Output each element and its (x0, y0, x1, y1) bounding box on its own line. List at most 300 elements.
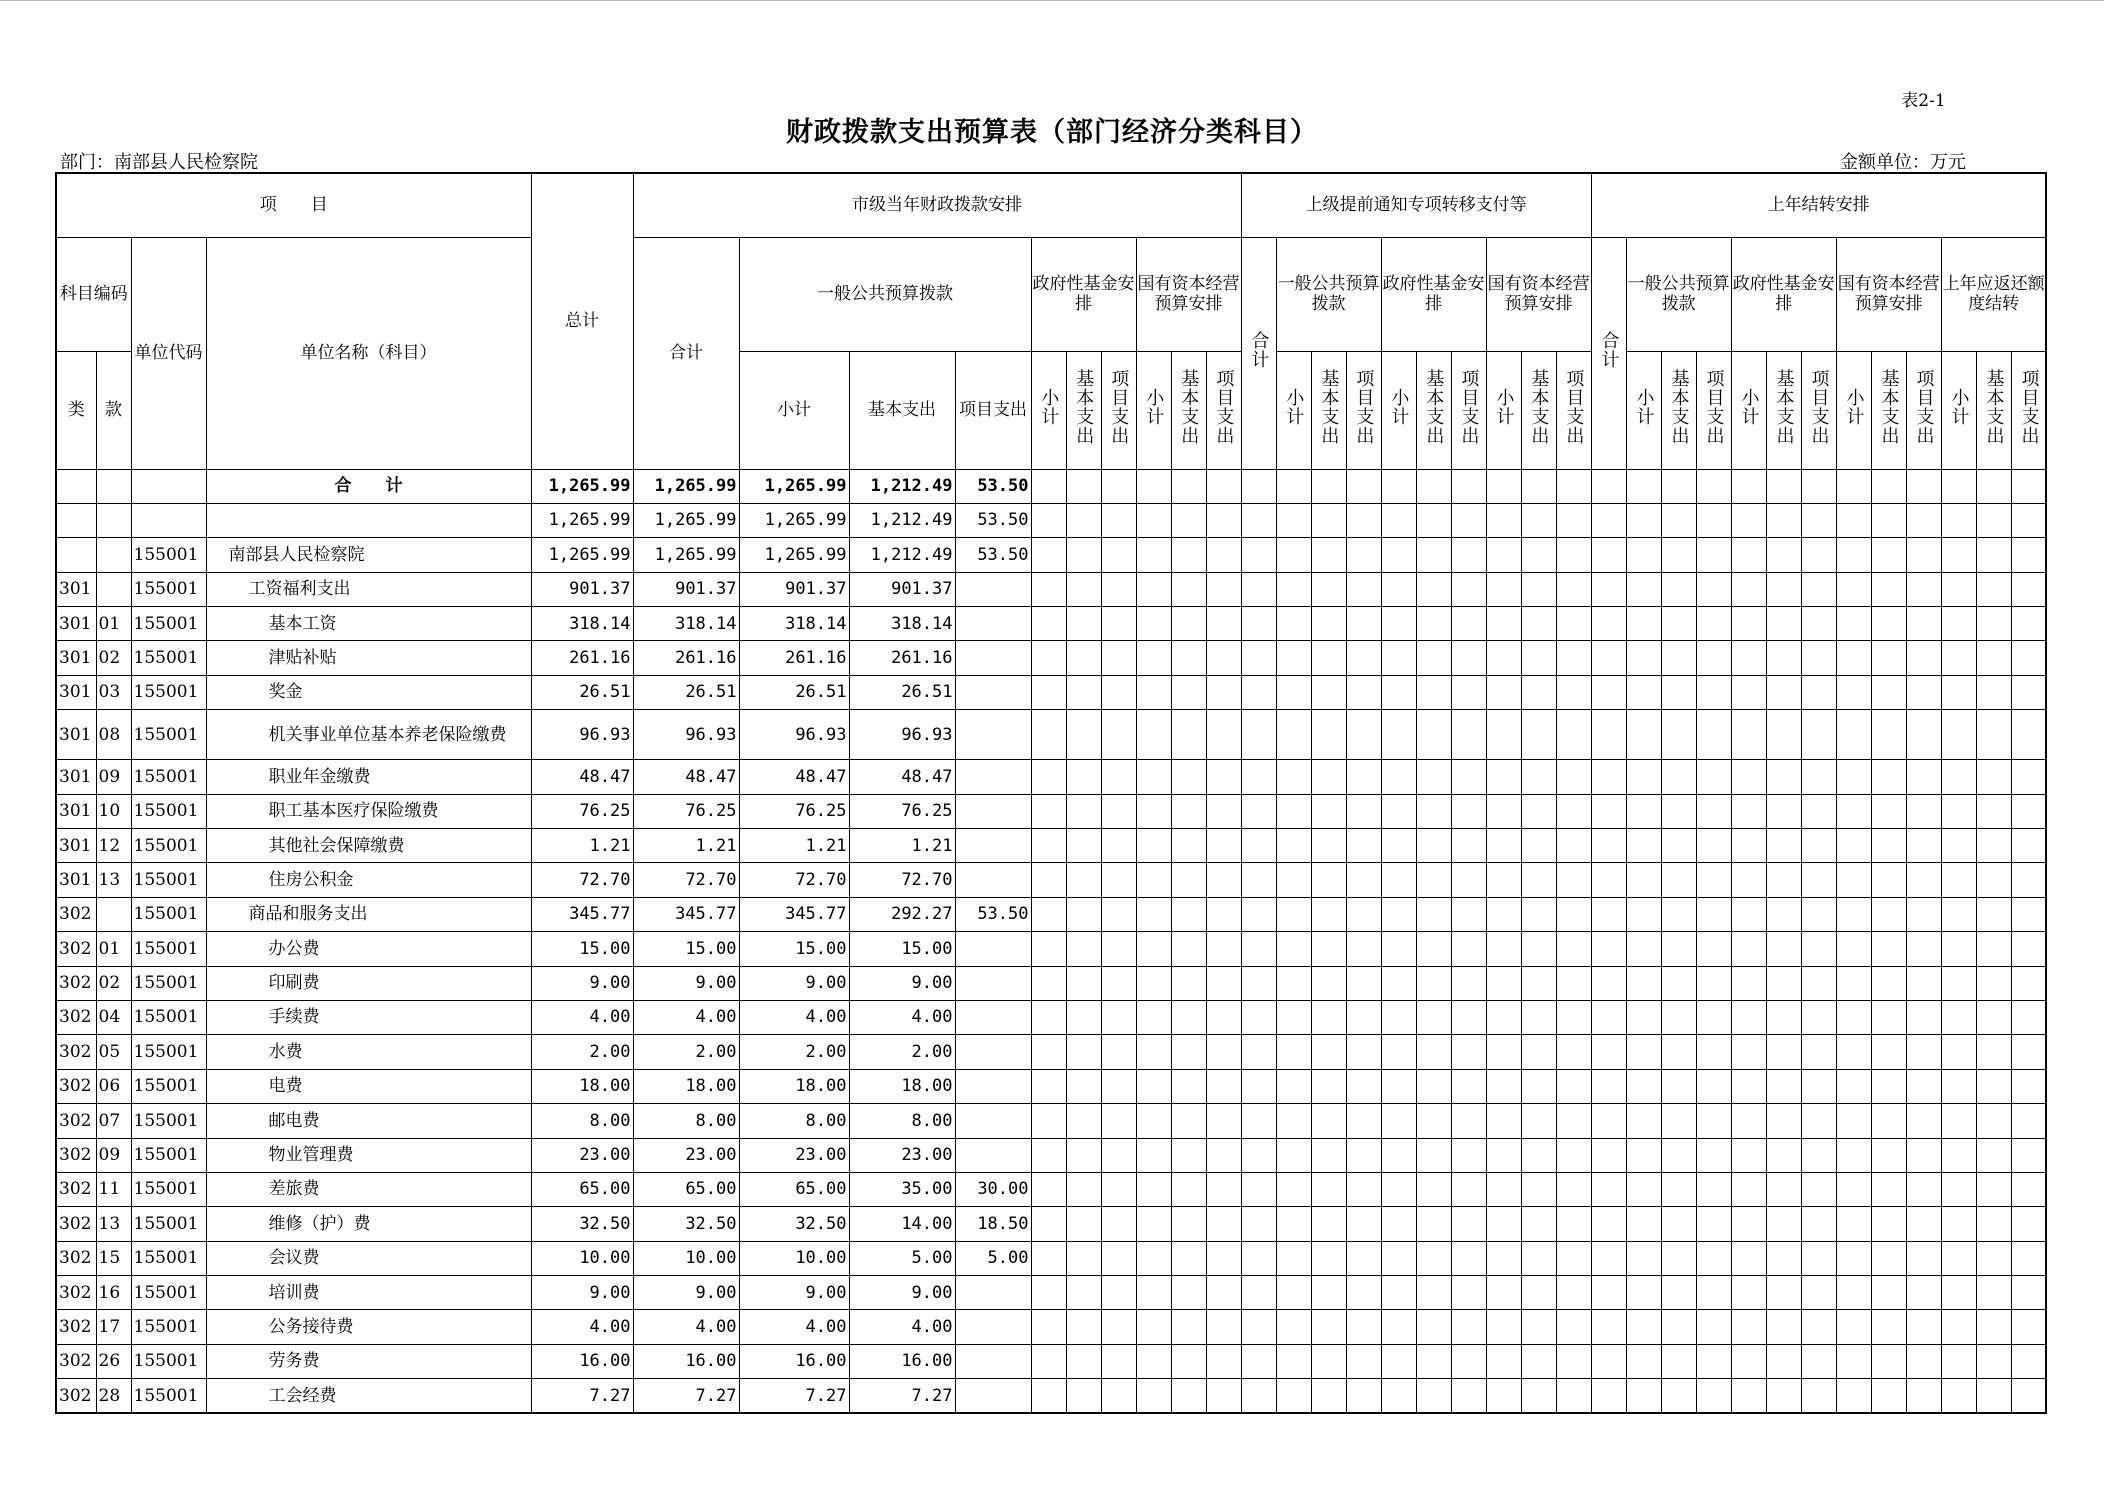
cell-empty (1381, 538, 1416, 572)
cell-empty (1696, 863, 1731, 897)
cell-empty (1836, 1310, 1871, 1344)
cell-empty (1031, 572, 1066, 606)
cell-empty (1311, 1379, 1346, 1413)
cell-empty (1486, 1000, 1521, 1034)
cell-empty (1416, 1104, 1451, 1138)
header-carry-heji: 合计 (1591, 237, 1626, 469)
cell-empty (1486, 469, 1521, 503)
cell-basic: 4.00 (849, 1000, 955, 1034)
cell-project (955, 966, 1031, 1000)
cell-unit-name: 手续费 (206, 1000, 531, 1034)
cell-empty (1731, 503, 1766, 537)
cell-empty (1941, 675, 1976, 709)
header-sub-xiaoji: 小计 (1486, 351, 1521, 469)
cell-empty (1171, 710, 1206, 760)
cell-empty (1031, 1104, 1066, 1138)
cell-empty (1486, 572, 1521, 606)
cell-empty (1696, 1207, 1731, 1241)
cell-basic: 292.27 (849, 897, 955, 931)
cell-empty (1276, 1000, 1311, 1034)
cell-empty (1906, 710, 1941, 760)
cell-empty (1381, 1172, 1416, 1206)
cell-basic: 23.00 (849, 1138, 955, 1172)
cell-unit-name: 印刷费 (206, 966, 531, 1000)
cell-empty (1626, 897, 1661, 931)
cell-empty (1521, 675, 1556, 709)
cell-empty (1766, 1344, 1801, 1378)
cell-empty (1556, 1104, 1591, 1138)
cell-empty (1346, 1035, 1381, 1069)
cell-empty (1976, 1069, 2011, 1103)
cell-project (955, 1000, 1031, 1034)
cell-unit-name: 工会经费 (206, 1379, 531, 1413)
cell-empty (1521, 1241, 1556, 1275)
cell-project (955, 1344, 1031, 1378)
cell-xiaoji: 9.00 (739, 1276, 849, 1310)
cell-empty (1066, 641, 1101, 675)
cell-empty (1241, 1379, 1276, 1413)
header-sub-jbzc: 基本支出 (1311, 351, 1346, 469)
cell-empty (1801, 1276, 1836, 1310)
cell-empty (1836, 503, 1871, 537)
cell-empty (1241, 503, 1276, 537)
cell-empty (1906, 863, 1941, 897)
cell-empty (1101, 469, 1136, 503)
cell-empty (1241, 572, 1276, 606)
cell-empty (1171, 1104, 1206, 1138)
cell-empty (1556, 538, 1591, 572)
cell-empty (1276, 897, 1311, 931)
cell-empty (1731, 1379, 1766, 1413)
cell-empty (1101, 1241, 1136, 1275)
cell-kuan (96, 538, 131, 572)
table-row (56, 1104, 2046, 1138)
cell-heji: 15.00 (633, 932, 739, 966)
cell-empty (1591, 1241, 1626, 1275)
cell-empty (1031, 897, 1066, 931)
cell-unit-code: 155001 (131, 863, 206, 897)
header-sub-xiaoji: 小计 (1276, 351, 1311, 469)
cell-basic: 35.00 (849, 1172, 955, 1206)
cell-empty (2011, 829, 2046, 863)
cell-total: 26.51 (531, 675, 633, 709)
cell-empty (1381, 966, 1416, 1000)
cell-empty (1521, 1069, 1556, 1103)
cell-basic: 14.00 (849, 1207, 955, 1241)
cell-empty (1556, 863, 1591, 897)
cell-empty (1766, 469, 1801, 503)
cell-empty (1241, 932, 1276, 966)
cell-total: 16.00 (531, 1344, 633, 1378)
cell-kuan: 02 (96, 641, 131, 675)
cell-empty (1171, 760, 1206, 794)
cell-empty (1311, 710, 1346, 760)
cell-empty (1346, 1000, 1381, 1034)
cell-empty (1906, 1000, 1941, 1034)
cell-project (955, 794, 1031, 828)
cell-kuan: 15 (96, 1241, 131, 1275)
cell-empty (1311, 1241, 1346, 1275)
cell-unit-name: 培训费 (206, 1276, 531, 1310)
cell-empty (1801, 1035, 1836, 1069)
cell-empty (1521, 538, 1556, 572)
cell-empty (1381, 641, 1416, 675)
cell-empty (1486, 1379, 1521, 1413)
cell-empty (1801, 1172, 1836, 1206)
cell-empty (2011, 966, 2046, 1000)
cell-empty (1591, 966, 1626, 1000)
cell-empty (1381, 794, 1416, 828)
cell-empty (1206, 1138, 1241, 1172)
table-row (56, 710, 2046, 760)
cell-empty (1836, 1241, 1871, 1275)
header-sup-statecap: 国有资本经营预算安排 (1486, 237, 1591, 351)
cell-empty (1136, 760, 1171, 794)
cell-xiaoji: 18.00 (739, 1069, 849, 1103)
cell-empty (1661, 794, 1696, 828)
cell-empty (1241, 829, 1276, 863)
cell-empty (1346, 607, 1381, 641)
cell-empty (1906, 1276, 1941, 1310)
cell-heji: 9.00 (633, 966, 739, 1000)
cell-kuan: 10 (96, 794, 131, 828)
cell-empty (1556, 966, 1591, 1000)
header-unit-name: 单位名称（科目） (206, 237, 531, 469)
cell-xiaoji: 16.00 (739, 1344, 849, 1378)
cell-empty (1941, 863, 1976, 897)
cell-empty (1591, 1344, 1626, 1378)
cell-total: 18.00 (531, 1069, 633, 1103)
cell-empty (1556, 1344, 1591, 1378)
cell-empty (1136, 863, 1171, 897)
cell-empty (1031, 794, 1066, 828)
cell-unit-code: 155001 (131, 1344, 206, 1378)
cell-empty (1941, 1035, 1976, 1069)
cell-empty (1101, 503, 1136, 537)
cell-empty (1591, 503, 1626, 537)
cell-empty (1661, 1241, 1696, 1275)
cell-empty (1346, 572, 1381, 606)
cell-empty (1031, 1276, 1066, 1310)
cell-empty (1381, 1310, 1416, 1344)
cell-lei: 301 (56, 760, 96, 794)
cell-empty (1871, 1379, 1906, 1413)
cell-empty (1241, 538, 1276, 572)
cell-total: 15.00 (531, 932, 633, 966)
cell-empty (1661, 1344, 1696, 1378)
top-border-line (0, 0, 2104, 1)
cell-xiaoji: 23.00 (739, 1138, 849, 1172)
cell-lei (56, 538, 96, 572)
cell-empty (1066, 863, 1101, 897)
table-number: 表2-1 (1901, 91, 1946, 111)
cell-empty (1696, 1000, 1731, 1034)
header-sub-jbzc: 基本支出 (1871, 351, 1906, 469)
cell-unit-name: 会议费 (206, 1241, 531, 1275)
cell-empty (1591, 897, 1626, 931)
cell-kuan (96, 503, 131, 537)
cell-empty (1626, 1138, 1661, 1172)
cell-empty (1696, 1172, 1731, 1206)
cell-basic: 318.14 (849, 607, 955, 641)
cell-empty (1311, 675, 1346, 709)
cell-lei: 302 (56, 1172, 96, 1206)
cell-xiaoji: 1,265.99 (739, 538, 849, 572)
cell-empty (1836, 710, 1871, 760)
cell-empty (1696, 538, 1731, 572)
cell-empty (1626, 1344, 1661, 1378)
cell-empty (1276, 538, 1311, 572)
cell-empty (1346, 1138, 1381, 1172)
cell-empty (1276, 1276, 1311, 1310)
cell-empty (1031, 966, 1066, 1000)
cell-empty (1871, 675, 1906, 709)
cell-empty (1906, 572, 1941, 606)
cell-lei: 301 (56, 675, 96, 709)
cell-empty (1031, 1000, 1066, 1034)
table-row (56, 1379, 2046, 1413)
cell-empty (1836, 897, 1871, 931)
cell-empty (1136, 607, 1171, 641)
cell-empty (1206, 1379, 1241, 1413)
cell-empty (1381, 1138, 1416, 1172)
cell-empty (1591, 1069, 1626, 1103)
cell-empty (1766, 607, 1801, 641)
table-row (56, 503, 2046, 537)
cell-project (955, 641, 1031, 675)
cell-empty (1941, 897, 1976, 931)
cell-empty (1101, 1000, 1136, 1034)
cell-empty (1206, 1344, 1241, 1378)
cell-xiaoji: 4.00 (739, 1000, 849, 1034)
cell-kuan: 09 (96, 1138, 131, 1172)
cell-empty (1276, 1344, 1311, 1378)
cell-empty (1066, 1276, 1101, 1310)
cell-empty (1906, 1069, 1941, 1103)
cell-empty (1871, 607, 1906, 641)
cell-empty (1766, 572, 1801, 606)
cell-empty (1066, 1138, 1101, 1172)
cell-heji: 26.51 (633, 675, 739, 709)
cell-empty (1241, 966, 1276, 1000)
cell-lei: 301 (56, 829, 96, 863)
cell-empty (1486, 1344, 1521, 1378)
table-header (56, 173, 2046, 469)
cell-empty (1171, 863, 1206, 897)
cell-empty (1276, 1310, 1311, 1344)
cell-empty (1311, 1276, 1346, 1310)
header-sub-xmzc: 项目支出 (2011, 351, 2046, 469)
cell-empty (1626, 1241, 1661, 1275)
cell-empty (1171, 1310, 1206, 1344)
cell-unit-code: 155001 (131, 1207, 206, 1241)
cell-total: 1,265.99 (531, 469, 633, 503)
cell-unit-code (131, 503, 206, 537)
cell-empty (1626, 932, 1661, 966)
cell-empty (1346, 829, 1381, 863)
cell-empty (1556, 1276, 1591, 1310)
cell-empty (1241, 760, 1276, 794)
amount-unit-label (1840, 148, 1966, 174)
cell-empty (1906, 469, 1941, 503)
cell-empty (1206, 572, 1241, 606)
cell-kuan (96, 469, 131, 503)
cell-empty (1976, 829, 2011, 863)
cell-empty (1066, 607, 1101, 641)
cell-empty (1451, 1276, 1486, 1310)
cell-empty (1941, 1379, 1976, 1413)
cell-kuan: 12 (96, 829, 131, 863)
cell-empty (1416, 469, 1451, 503)
cell-kuan: 16 (96, 1276, 131, 1310)
cell-empty (1731, 607, 1766, 641)
cell-empty (1311, 1172, 1346, 1206)
cell-xiaoji: 261.16 (739, 641, 849, 675)
cell-empty (1171, 794, 1206, 828)
cell-empty (1976, 760, 2011, 794)
cell-empty (1311, 829, 1346, 863)
cell-project (955, 863, 1031, 897)
cell-empty (1486, 1310, 1521, 1344)
cell-empty (1031, 710, 1066, 760)
cell-empty (1731, 675, 1766, 709)
cell-empty (1976, 641, 2011, 675)
cell-empty (1591, 1379, 1626, 1413)
cell-empty (1136, 1310, 1171, 1344)
cell-empty (1311, 863, 1346, 897)
header-group-superior: 上级提前通知专项转移支付等 (1241, 173, 1591, 237)
cell-empty (1766, 932, 1801, 966)
cell-empty (2011, 1379, 2046, 1413)
cell-empty (1836, 829, 1871, 863)
table-row (56, 1207, 2046, 1241)
cell-heji: 96.93 (633, 710, 739, 760)
cell-empty (1171, 1000, 1206, 1034)
cell-empty (1416, 710, 1451, 760)
cell-empty (1276, 1035, 1311, 1069)
header-sub-xiaoji: 小计 (1941, 351, 1976, 469)
cell-empty (1976, 572, 2011, 606)
cell-empty (2011, 710, 2046, 760)
cell-empty (1696, 932, 1731, 966)
department-label (60, 148, 258, 174)
cell-heji: 72.70 (633, 863, 739, 897)
cell-empty (1871, 932, 1906, 966)
header-lei: 类 (56, 351, 96, 469)
cell-empty (1101, 1276, 1136, 1310)
cell-empty (1451, 1379, 1486, 1413)
cell-kuan: 09 (96, 760, 131, 794)
cell-kuan: 13 (96, 863, 131, 897)
cell-empty (1801, 829, 1836, 863)
cell-empty (1836, 469, 1871, 503)
cell-empty (1416, 1069, 1451, 1103)
cell-empty (1976, 1000, 2011, 1034)
cell-empty (1591, 1276, 1626, 1310)
cell-empty (1381, 503, 1416, 537)
cell-empty (1976, 1276, 2011, 1310)
cell-total: 7.27 (531, 1379, 633, 1413)
cell-empty (1801, 897, 1836, 931)
cell-empty (1801, 1379, 1836, 1413)
cell-empty (1801, 538, 1836, 572)
cell-empty (1031, 675, 1066, 709)
cell-empty (1556, 1069, 1591, 1103)
cell-empty (1101, 829, 1136, 863)
cell-empty (1486, 897, 1521, 931)
cell-empty (1591, 1172, 1626, 1206)
cell-xiaoji: 48.47 (739, 760, 849, 794)
cell-empty (1871, 1000, 1906, 1034)
cell-empty (1941, 1276, 1976, 1310)
table-row (56, 675, 2046, 709)
cell-empty (1661, 538, 1696, 572)
cell-empty (1766, 794, 1801, 828)
cell-empty (1766, 1310, 1801, 1344)
cell-empty (1556, 1172, 1591, 1206)
cell-empty (2011, 469, 2046, 503)
cell-empty (1941, 1069, 1976, 1103)
page-title: 财政拨款支出预算表（部门经济分类科目） (786, 117, 1318, 148)
cell-empty (1451, 1035, 1486, 1069)
cell-empty (1521, 572, 1556, 606)
cell-empty (1416, 794, 1451, 828)
cell-empty (1731, 572, 1766, 606)
cell-empty (1521, 863, 1556, 897)
cell-empty (1136, 503, 1171, 537)
cell-empty (1976, 794, 2011, 828)
cell-empty (1136, 538, 1171, 572)
cell-empty (1206, 469, 1241, 503)
cell-empty (1976, 469, 2011, 503)
cell-empty (1381, 863, 1416, 897)
cell-empty (1626, 966, 1661, 1000)
cell-empty (1731, 932, 1766, 966)
cell-empty (2011, 1344, 2046, 1378)
header-sub-xmzc: 项目支出 (1696, 351, 1731, 469)
cell-empty (1276, 966, 1311, 1000)
cell-empty (1136, 932, 1171, 966)
cell-empty (1766, 897, 1801, 931)
cell-empty (1836, 1104, 1871, 1138)
cell-empty (1661, 469, 1696, 503)
table-row (56, 897, 2046, 931)
table-row (56, 1069, 2046, 1103)
cell-unit-code: 155001 (131, 1069, 206, 1103)
cell-empty (1836, 1276, 1871, 1310)
cell-empty (1416, 966, 1451, 1000)
cell-empty (1801, 710, 1836, 760)
cell-empty (1276, 794, 1311, 828)
cell-empty (1241, 794, 1276, 828)
cell-xiaoji: 1,265.99 (739, 503, 849, 537)
cell-unit-code: 155001 (131, 1379, 206, 1413)
cell-empty (1521, 1207, 1556, 1241)
cell-empty (2011, 607, 2046, 641)
cell-project (955, 760, 1031, 794)
cell-kuan: 17 (96, 1310, 131, 1344)
cell-empty (1276, 607, 1311, 641)
cell-empty (1311, 1207, 1346, 1241)
cell-empty (2011, 1138, 2046, 1172)
cell-empty (1451, 469, 1486, 503)
cell-empty (1906, 1035, 1941, 1069)
cell-empty (1731, 710, 1766, 760)
cell-empty (1136, 641, 1171, 675)
header-group-city: 市级当年财政拨款安排 (633, 173, 1241, 237)
header-sup-general: 一般公共预算拨款 (1276, 237, 1381, 351)
cell-empty (1276, 641, 1311, 675)
